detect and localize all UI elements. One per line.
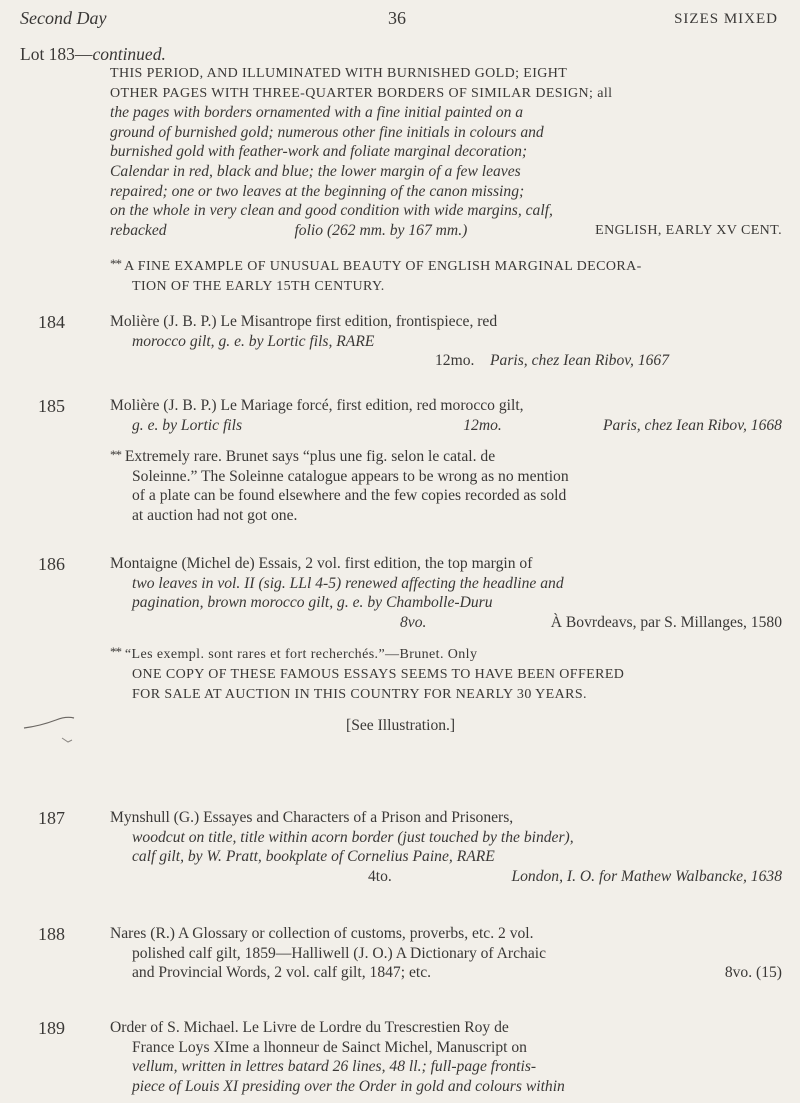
lot-183-body: [110, 64, 782, 297]
header-day: Second Day: [20, 8, 107, 28]
lot-183-line: OTHER PAGES WITH THREE-QUARTER BORDERS OF SIMILAR DESIGN; all: [110, 85, 613, 101]
lot-number: 185: [38, 396, 65, 416]
lot-183-line: the pages with borders ornamented with a fine initial painted on a: [110, 104, 524, 122]
continuation-prefix: Lot 183—: [20, 44, 93, 64]
lot-number: 189: [38, 1018, 65, 1038]
continuation-suffix: continued.: [92, 44, 166, 64]
lot-number: 186: [38, 554, 65, 574]
lot-188-line: Nares (R.) A Glossary or collection of customs, proverbs, etc. 2 vol.: [110, 925, 534, 942]
lot-185-note-line: at auction had not got one.: [132, 506, 298, 524]
lot-185-line: Molière (J. B. P.) Le Mariage forcé, first edition, red morocco gilt,: [110, 397, 524, 414]
running-header: [20, 8, 778, 32]
lot-183-binding: rebacked: [110, 221, 167, 239]
asterism-icon: **: [110, 644, 121, 660]
lot-189-line: piece of Louis XI presiding over the Order in gold and colours within: [132, 1077, 565, 1095]
lot-number: 188: [38, 924, 65, 944]
lot-186-line: pagination, brown morocco gilt, g. e. by Chambolle-Duru: [132, 594, 493, 612]
lot-183-line: on the whole in very clean and good condition with wide margins, calf,: [110, 202, 553, 220]
lot-185-imprint: [110, 416, 782, 436]
lot-185-format: 12mo.: [463, 416, 502, 434]
lot-184-line: morocco gilt, g. e. by Lortic fils, RARE: [132, 332, 375, 350]
lot-187-format: 4to.: [368, 867, 392, 885]
lot-185-note-line: of a plate can be found elsewhere and the few copies recorded as sold: [132, 487, 567, 505]
lot-185-place-date: Paris, chez Iean Ribov, 1668: [602, 416, 782, 434]
asterism-icon: **: [110, 256, 121, 272]
lot-183-note-line: TION OF THE EARLY 15TH CENTURY.: [132, 278, 385, 294]
lot-188-imprint: [110, 963, 782, 983]
lot-186-note-line: “Les exempl. sont rares et fort recherchés.”—Brunet. Only: [124, 647, 478, 663]
page-number: 36: [388, 8, 406, 28]
continuation-line: [20, 44, 166, 65]
lot-185-binding: g. e. by Lortic fils: [132, 416, 243, 434]
lot-185-note-line: Soleinne.” The Soleinne catalogue appears to be wrong as no mention: [132, 467, 569, 485]
lot-186-line: two leaves in vol. II (sig. LLl 4-5) renewed affecting the headline and: [132, 574, 564, 592]
lot-183-line: burnished gold with feather-work and foliate marginal decoration;: [110, 143, 528, 161]
lot-183-format: folio (262 mm. by 167 mm.): [294, 221, 468, 239]
lot-183-format-line: [110, 221, 782, 241]
lot-184-imprint: [110, 351, 782, 371]
lot-184-format: 12mo.: [435, 352, 475, 370]
lot-186-note-line: ONE COPY OF THESE FAMOUS ESSAYS SEEMS TO HAVE BEEN OFFERED: [132, 666, 625, 682]
lot-189-body: [110, 1018, 782, 1096]
lot-187-line: Mynshull (G.) Essayes and Characters of a Prison and Prisoners,: [110, 809, 514, 826]
lot-184-line: Molière (J. B. P.) Le Misantrope first edition, frontispiece, red: [110, 313, 498, 330]
asterism-icon: **: [110, 447, 121, 463]
lot-186-line: Montaigne (Michel de) Essais, 2 vol. first edition, the top margin of: [110, 555, 533, 572]
lot-189-line: France Loys XIme a lhonneur de Sainct Michel, Manuscript on: [132, 1038, 527, 1056]
lot-187-place-date: London, I. O. for Mathew Walbancke, 1638: [511, 867, 782, 885]
lot-183-line: THIS PERIOD, AND ILLUMINATED WITH BURNISHED GOLD; EIGHT: [110, 66, 568, 81]
lot-185-note: [110, 445, 782, 467]
lot-number: 187: [38, 808, 65, 828]
lot-187-imprint: [110, 867, 782, 887]
lot-186-imprint: [110, 613, 782, 633]
lot-183-note-line: A FINE EXAMPLE OF UNUSUAL BEAUTY OF ENGLISH MARGINAL DECORA-: [124, 259, 642, 275]
lot-189-line: vellum, written in lettres batard 26 lines, 48 ll.; full-page frontis-: [132, 1058, 537, 1076]
pencil-mark-icon: [22, 706, 82, 746]
lot-183-line: ground of burnished gold; numerous other fine initials in colours and: [110, 123, 544, 141]
lot-number: 184: [38, 312, 65, 332]
header-section: SIZES MIXED: [674, 11, 778, 27]
lot-187-body: [110, 808, 782, 886]
lot-184-place-date: Paris, chez Iean Ribov, 1667: [490, 352, 670, 370]
lot-188-description: and Provincial Words, 2 vol. calf gilt, 1847; etc.: [132, 964, 432, 982]
lot-188-line: polished calf gilt, 1859—Halliwell (J. O.) A Dictionary of Archaic: [132, 944, 547, 962]
lot-186-note-line: FOR SALE AT AUCTION IN THIS COUNTRY FOR NEARLY 30 YEARS.: [132, 686, 587, 702]
lot-186-format: 8vo.: [400, 613, 427, 631]
lot-185-body: [110, 396, 782, 526]
lot-183-origin: ENGLISH, EARLY XV CENT.: [595, 222, 782, 238]
lot-187-line: calf gilt, by W. Pratt, bookplate of Cornelius Paine, RARE: [132, 848, 495, 866]
lot-184-body: [110, 312, 782, 371]
lot-185-note-line: Extremely rare. Brunet says “plus une fig. selon le catal. de: [124, 448, 496, 466]
lot-189-line: Order of S. Michael. Le Livre de Lordre du Trescrestien Roy de: [110, 1019, 509, 1036]
lot-186-body: [110, 554, 782, 736]
lot-186-place-date: À Bovrdeavs, par S. Millanges, 1580: [550, 613, 782, 631]
lot-183-note: [110, 254, 782, 277]
lot-188-format-count: 8vo. (15): [724, 964, 782, 982]
lot-186-note: [110, 642, 782, 665]
lot-183-line: Calendar in red, black and blue; the lower margin of a few leaves: [110, 162, 521, 180]
lot-186-illustration-ref: [See Illustration.]: [346, 717, 456, 735]
lot-188-body: [110, 924, 782, 983]
lot-187-line: woodcut on title, title within acorn border (just touched by the binder),: [132, 828, 574, 846]
lot-183-line: repaired; one or two leaves at the beginning of the canon missing;: [110, 182, 525, 200]
